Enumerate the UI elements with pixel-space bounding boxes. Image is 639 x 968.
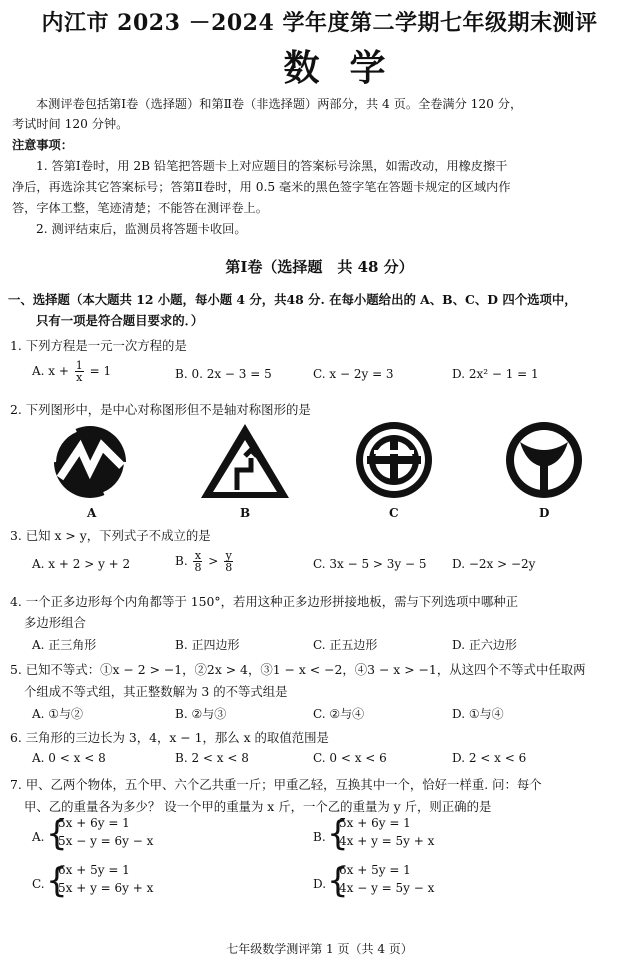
q1-a-post: = 1	[89, 364, 112, 378]
q7-c-eq2: 5x + y = 6y + x	[58, 881, 154, 895]
q7-stem-line-1: 7. 甲、乙两个物体，五个甲、六个乙共重一斤；甲重乙轻，互换其中一个，恰好一样重. 问：每个	[10, 777, 542, 792]
q5-option-d: D. ①与④	[452, 707, 504, 721]
q7-a-brace: {	[46, 814, 68, 854]
q1-option-a	[32, 360, 111, 383]
q7-a-eq1: 5x + 6y = 1	[58, 816, 130, 830]
q2-stem: 2. 下列图形中，是中心对称图形但不是轴对称图形的是	[10, 402, 311, 417]
q6-option-c: C. 0 < x < 6	[313, 751, 387, 765]
q4-option-b: B. 正四边形	[175, 638, 240, 652]
q6-option-d: D. 2 < x < 6	[452, 751, 527, 765]
intro-line-1: 本测评卷包括第Ⅰ卷（选择题）和第Ⅱ卷（非选择题）两部分，共 4 页。全卷满分 120 分，	[36, 97, 523, 111]
q7-c-brace: {	[46, 861, 68, 901]
q7-option-d-label: D.	[313, 877, 327, 891]
q5-stem-line-1: 5. 已知不等式：①x − 2 > −1，②2x > 4，③1 − x < −2，④3 − x > −1，从这四个不等式中任取两	[10, 662, 586, 677]
section-title: 第Ⅰ卷（选择题 共 48 分）	[225, 258, 414, 276]
figure-d-label: D	[539, 506, 550, 520]
q7-b-eq2: 4x + y = 5y + x	[339, 834, 435, 848]
q3-option-a: A. x + 2 > y + 2	[32, 557, 131, 571]
q3-b-denominator-1: 8	[194, 561, 202, 574]
q6-stem: 6. 三角形的三边长为 3，4，x − 1，那么 x 的取值范围是	[10, 730, 329, 745]
subject-title: 数学	[283, 47, 416, 89]
notes-heading: 注意事项：	[12, 138, 73, 152]
figure-a-icon	[40, 420, 140, 500]
q3-b-denominator-2: 8	[225, 561, 233, 574]
q7-option-c-system	[46, 861, 206, 901]
note-2: 2. 测评结束后，监测员将答题卡收回。	[36, 222, 247, 236]
q7-b-brace: {	[327, 814, 349, 854]
q4-option-c: C. 正五边形	[313, 638, 378, 652]
q7-option-b-system	[327, 814, 487, 854]
q1-a-fraction	[75, 360, 84, 383]
q3-option-d: D. −2x > −2y	[452, 557, 536, 571]
q7-d-brace: {	[327, 861, 349, 901]
q1-a-numerator: 1	[75, 359, 83, 372]
q7-a-eq2: 5x − y = 6y − x	[58, 834, 154, 848]
q5-stem-line-2: 个组成不等式组，其正整数解为 3 的不等式组是	[24, 684, 288, 699]
figure-b-icon	[197, 420, 293, 502]
q7-d-eq2: 4x − y = 5y − x	[339, 881, 435, 895]
q4-stem-line-2: 多边形组合	[24, 615, 86, 630]
q5-option-b: B. ②与③	[175, 707, 227, 721]
q6-option-b: B. 2 < x < 8	[175, 751, 249, 765]
q5-option-a: A. ①与②	[32, 707, 84, 721]
figure-c-label: C	[389, 506, 399, 520]
q3-b-numerator-1: x	[194, 549, 202, 562]
q3-stem: 3. 已知 x > y，下列式子不成立的是	[10, 528, 211, 543]
q7-stem-line-2: 甲、乙的重量各为多少？ 设一个甲的重量为 x 斤，一个乙的重量为 y 斤，则正确的是	[24, 799, 492, 814]
part1-instruction-line-1: 一、选择题（本大题共 12 小题，每小题 4 分，共48 分. 在每小题给出的 A、B、C、D 四个选项中，	[8, 292, 577, 307]
q7-option-c-label: C.	[32, 877, 45, 891]
figure-c-icon	[352, 418, 436, 502]
q1-stem: 1. 下列方程是一元一次方程的是	[10, 338, 187, 353]
q1-option-b: B. 0. 2x − 3 = 5	[175, 367, 272, 381]
note-1-line-1: 1. 答第Ⅰ卷时，用 2B 铅笔把答题卡上对应题目的答案标号涂黑，如需改动，用橡皮擦干	[36, 159, 508, 173]
figure-a-label: A	[87, 506, 97, 520]
q7-option-d-system	[327, 861, 487, 901]
q7-b-eq1: 5x + 6y = 1	[339, 816, 411, 830]
part1-instruction-line-2: 只有一项是符合题目要求的．）	[36, 313, 204, 328]
figure-b-label: B	[240, 506, 251, 520]
q6-option-a: A. 0 < x < 8	[32, 751, 106, 765]
q1-option-c: C. x − 2y = 3	[313, 367, 394, 381]
q1-a-pre: A. x +	[32, 364, 69, 378]
note-1-line-3: 答，字体工整，笔迹清楚；不能答在测评卷上。	[12, 201, 268, 215]
q4-option-a: A. 正三角形	[32, 638, 97, 652]
q1-option-d: D. 2x² − 1 = 1	[452, 367, 539, 381]
q3-option-b	[175, 550, 235, 573]
exam-title: 内江市 2023 －2024 学年度第二学期七年级期末测评	[41, 10, 598, 36]
q3-option-c: C. 3x − 5 > 3y − 5	[313, 557, 427, 571]
q7-option-a-label: A.	[32, 830, 45, 844]
q3-b-numerator-2: y	[225, 549, 232, 562]
q4-stem-line-1: 4. 一个正多边形每个内角都等于 150°，若用这种正多边形拼接地板，需与下列选项中哪种正	[10, 594, 518, 609]
q3-b-greater-than: >	[208, 554, 219, 568]
q1-a-denominator: x	[76, 371, 83, 384]
page-footer: 七年级数学测评第 1 页（共 4 页）	[226, 942, 413, 956]
q5-option-c: C. ②与④	[313, 707, 365, 721]
q3-b-fraction-2	[224, 550, 233, 573]
q7-c-eq1: 6x + 5y = 1	[58, 863, 130, 877]
figure-d-icon	[502, 418, 586, 502]
note-1-line-2: 净后，再选涂其它答案标号；答第Ⅱ卷时，用 0.5 毫米的黑色签字笔在答题卡规定的区域内作	[12, 180, 511, 194]
intro-line-2: 考试时间 120 分钟。	[12, 117, 129, 131]
q7-option-a-system	[46, 814, 206, 854]
q4-option-d: D. 正六边形	[452, 638, 517, 652]
q7-option-b-label: B.	[313, 830, 326, 844]
q3-b-label: B.	[175, 554, 188, 568]
q7-d-eq1: 6x + 5y = 1	[339, 863, 411, 877]
q3-b-fraction-1	[193, 550, 202, 573]
